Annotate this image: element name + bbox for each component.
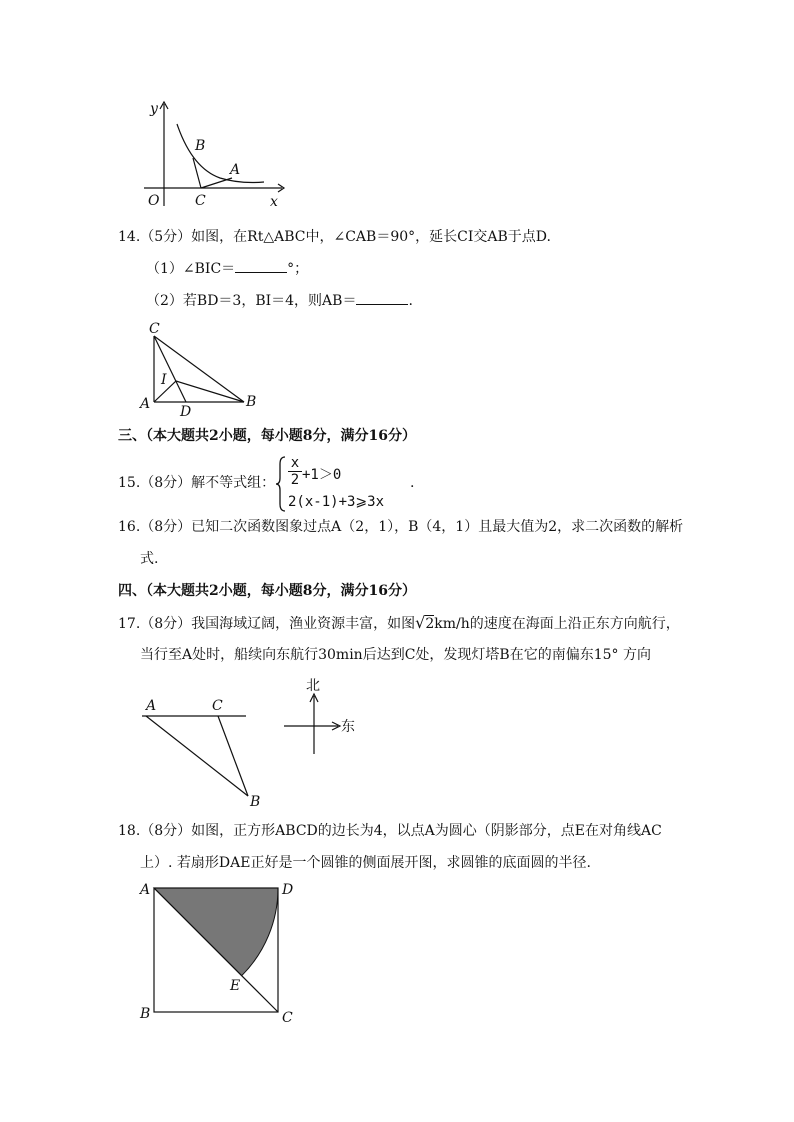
q14-part1 [146, 260, 308, 278]
segment-cd [154, 336, 186, 402]
point-b-label: B [140, 1006, 151, 1022]
point-a-label: A [230, 162, 241, 178]
q18-text-line-2: 上）. 若扇形DAE正好是一个圆锥的侧面展开图，求圆锥的底面圆的半径. [140, 855, 591, 871]
q14-part2-text: （2）若BD＝3，BI＝4，则AB＝ [146, 293, 357, 309]
point-d-label: D [180, 404, 192, 420]
q15-inequality-2: 2(x-1)+3⩾3x [288, 494, 385, 510]
point-a-label: A [140, 396, 151, 412]
x-axis-label: x [270, 194, 278, 210]
q17-text-a: 17.（8分）我国海域辽阔，渔业资源丰富，如图 [118, 616, 416, 632]
q17-text-line-1 [118, 614, 680, 633]
north-label: 北 [306, 678, 320, 694]
navigation-figure [138, 676, 368, 812]
point-d-label: D [282, 882, 294, 898]
q14-part2-suffix: . [408, 293, 413, 309]
q16-text-line-2: 式. [140, 551, 159, 567]
q15-suffix: . [410, 475, 415, 491]
function-graph-figure [140, 98, 290, 210]
shaded-sector [154, 888, 278, 976]
q15-fraction-numerator: x [290, 455, 300, 471]
section-4-heading: 四、（本大题共2小题，每小题8分，满分16分） [118, 583, 416, 599]
point-b-label: B [195, 138, 206, 154]
q15-fraction-denominator: 2 [290, 472, 300, 488]
point-b-label: B [246, 394, 257, 410]
square-sector-figure [140, 878, 300, 1028]
point-a-label: A [140, 882, 151, 898]
brace-icon [276, 456, 286, 512]
point-i-label: I [161, 372, 167, 388]
q14-answer-blank-1[interactable] [235, 260, 287, 273]
q18-text-line-1: 18.（8分）如图，正方形ABCD的边长为4，以点A为圆心（阴影部分，点E在对角线AC [118, 823, 662, 839]
q14-part2 [146, 292, 413, 310]
y-axis-label: y [150, 101, 158, 117]
point-b-label: B [250, 794, 261, 810]
hyperbola-curve [177, 124, 264, 183]
point-e-label: E [230, 978, 241, 994]
q14-text: 14.（5分）如图，在Rt△ABC中，∠CAB＝90°，延长CI交AB于点D. [118, 229, 551, 245]
point-c-label: C [282, 1010, 293, 1026]
point-a-label: A [146, 698, 157, 714]
triangle-abc-figure [140, 318, 270, 418]
q14-answer-blank-2[interactable] [356, 292, 408, 305]
east-label: 东 [341, 719, 355, 735]
segment-ib [176, 381, 244, 402]
section-3-heading: 三、（本大题共2小题，每小题8分，满分16分） [118, 428, 416, 444]
segment-cb [154, 336, 244, 402]
q17-text-line-2: 当行至A处时，船续向东航行30min后达到C处，发现灯塔B在它的南偏东15° 方向 [140, 647, 651, 663]
q15-prefix: 15.（8分）解不等式组： [118, 475, 276, 491]
q14-part1-text: （1）∠BIC＝ [146, 261, 236, 277]
q15-inequality-1: +1＞0 [302, 467, 342, 483]
q17-text-b: km/h的速度在海面上沿正东方向航行， [434, 616, 680, 632]
sqrt-radicand: 2 [425, 616, 435, 632]
triangle-abc [193, 158, 232, 188]
origin-label: O [148, 193, 160, 209]
compass-icon [284, 694, 340, 754]
q14-part1-suffix: °； [287, 261, 309, 277]
point-c-label: C [149, 321, 160, 337]
sqrt-symbol: √ [415, 613, 426, 632]
point-c-label: C [212, 698, 223, 714]
axes [144, 102, 284, 206]
point-c-label: C [195, 193, 206, 209]
q16-text-line-1: 16.（8分）已知二次函数图象过点A（2，1），B（4，1）且最大值为2，求二次函数的解析 [118, 519, 684, 535]
